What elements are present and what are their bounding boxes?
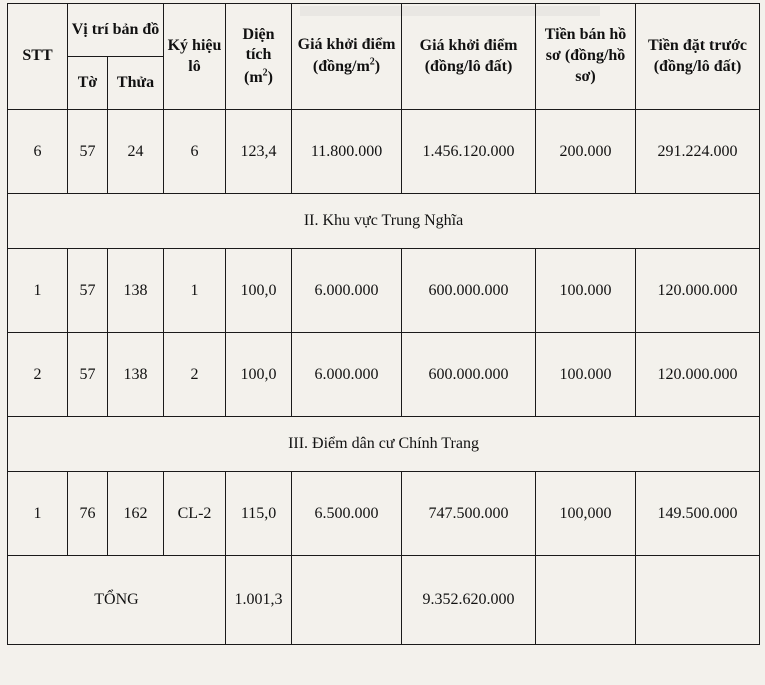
cell-stt: 1 bbox=[8, 472, 68, 556]
gia-kd-m2-label: Giá khởi điểm bbox=[297, 36, 396, 54]
cell-stt: 1 bbox=[8, 249, 68, 333]
cell-tien-ban-ho-so: 100.000 bbox=[536, 333, 636, 417]
cell-tien-dat-truoc: 120.000.000 bbox=[636, 333, 760, 417]
cell-tien-dat-truoc: 149.500.000 bbox=[636, 472, 760, 556]
cell-tien-dat-truoc: 120.000.000 bbox=[636, 249, 760, 333]
total-row bbox=[8, 556, 760, 645]
cell-ky-hieu-lo: CL-2 bbox=[164, 472, 226, 556]
section-row bbox=[8, 194, 760, 249]
cell-ky-hieu-lo: 6 bbox=[164, 110, 226, 194]
cell-to: 57 bbox=[68, 110, 108, 194]
header-dien-tich bbox=[226, 4, 292, 110]
cell-gia-khoi-diem-lo: 600.000.000 bbox=[402, 333, 536, 417]
cell-dien-tich: 100,0 bbox=[226, 249, 292, 333]
header-tien-dat-truoc: Tiền đặt trước (đồng/lô đất) bbox=[636, 4, 760, 110]
table-row bbox=[8, 333, 760, 417]
total-label: TỔNG bbox=[8, 556, 226, 645]
cell-gia-khoi-diem-m2: 6.000.000 bbox=[292, 249, 402, 333]
table-row bbox=[8, 249, 760, 333]
header-gia-khoi-diem-lo: Giá khởi điểm (đồng/lô đất) bbox=[402, 4, 536, 110]
auction-land-table bbox=[7, 3, 760, 645]
cell-tien-dat-truoc: 291.224.000 bbox=[636, 110, 760, 194]
table-row bbox=[8, 110, 760, 194]
cell-dien-tich: 123,4 bbox=[226, 110, 292, 194]
cell-to: 57 bbox=[68, 333, 108, 417]
header-vi-tri-ban-do: Vị trí bản đồ bbox=[68, 4, 164, 57]
cell-thua: 24 bbox=[108, 110, 164, 194]
gia-kd-m2-unit: $(đồng/m^2)$ bbox=[312, 56, 381, 76]
table-body bbox=[8, 110, 760, 556]
section-row bbox=[8, 417, 760, 472]
total-empty-2 bbox=[536, 556, 636, 645]
cell-ky-hieu-lo: 1 bbox=[164, 249, 226, 333]
section-title: II. Khu vực Trung Nghĩa bbox=[8, 194, 760, 249]
cell-gia-khoi-diem-lo: 747.500.000 bbox=[402, 472, 536, 556]
section-title: III. Điểm dân cư Chính Trang bbox=[8, 417, 760, 472]
cell-gia-khoi-diem-m2: 6.500.000 bbox=[292, 472, 402, 556]
cell-to: 76 bbox=[68, 472, 108, 556]
total-empty-1 bbox=[292, 556, 402, 645]
header-to: Tờ bbox=[68, 57, 108, 110]
total-dien-tich: 1.001,3 bbox=[226, 556, 292, 645]
cell-thua: 138 bbox=[108, 249, 164, 333]
cell-thua: 162 bbox=[108, 472, 164, 556]
cell-gia-khoi-diem-lo: 600.000.000 bbox=[402, 249, 536, 333]
cell-ky-hieu-lo: 2 bbox=[164, 333, 226, 417]
cell-stt: 6 bbox=[8, 110, 68, 194]
total-empty-3 bbox=[636, 556, 760, 645]
header-stt: STT bbox=[8, 4, 68, 110]
cell-gia-khoi-diem-m2: 6.000.000 bbox=[292, 333, 402, 417]
header-tien-ban-ho-so: Tiền bán hồ sơ (đồng/hồ sơ) bbox=[536, 4, 636, 110]
cell-dien-tich: 115,0 bbox=[226, 472, 292, 556]
cell-to: 57 bbox=[68, 249, 108, 333]
cell-thua: 138 bbox=[108, 333, 164, 417]
dien-tich-label: Diện tích bbox=[242, 25, 275, 64]
cell-tien-ban-ho-so: 100.000 bbox=[536, 249, 636, 333]
table-row bbox=[8, 472, 760, 556]
cell-tien-ban-ho-so: 200.000 bbox=[536, 110, 636, 194]
cell-dien-tich: 100,0 bbox=[226, 333, 292, 417]
header-ky-hieu-lo: Ký hiệu lô bbox=[164, 4, 226, 110]
total-gia-khoi-diem-lo: 9.352.620.000 bbox=[402, 556, 536, 645]
cell-stt: 2 bbox=[8, 333, 68, 417]
cell-gia-khoi-diem-m2: 11.800.000 bbox=[292, 110, 402, 194]
header-thua: Thửa bbox=[108, 57, 164, 110]
dien-tich-unit: $(m^2)$ bbox=[244, 67, 273, 86]
cell-gia-khoi-diem-lo: 1.456.120.000 bbox=[402, 110, 536, 194]
cell-tien-ban-ho-so: 100,000 bbox=[536, 472, 636, 556]
header-gia-khoi-diem-m2 bbox=[292, 4, 402, 110]
